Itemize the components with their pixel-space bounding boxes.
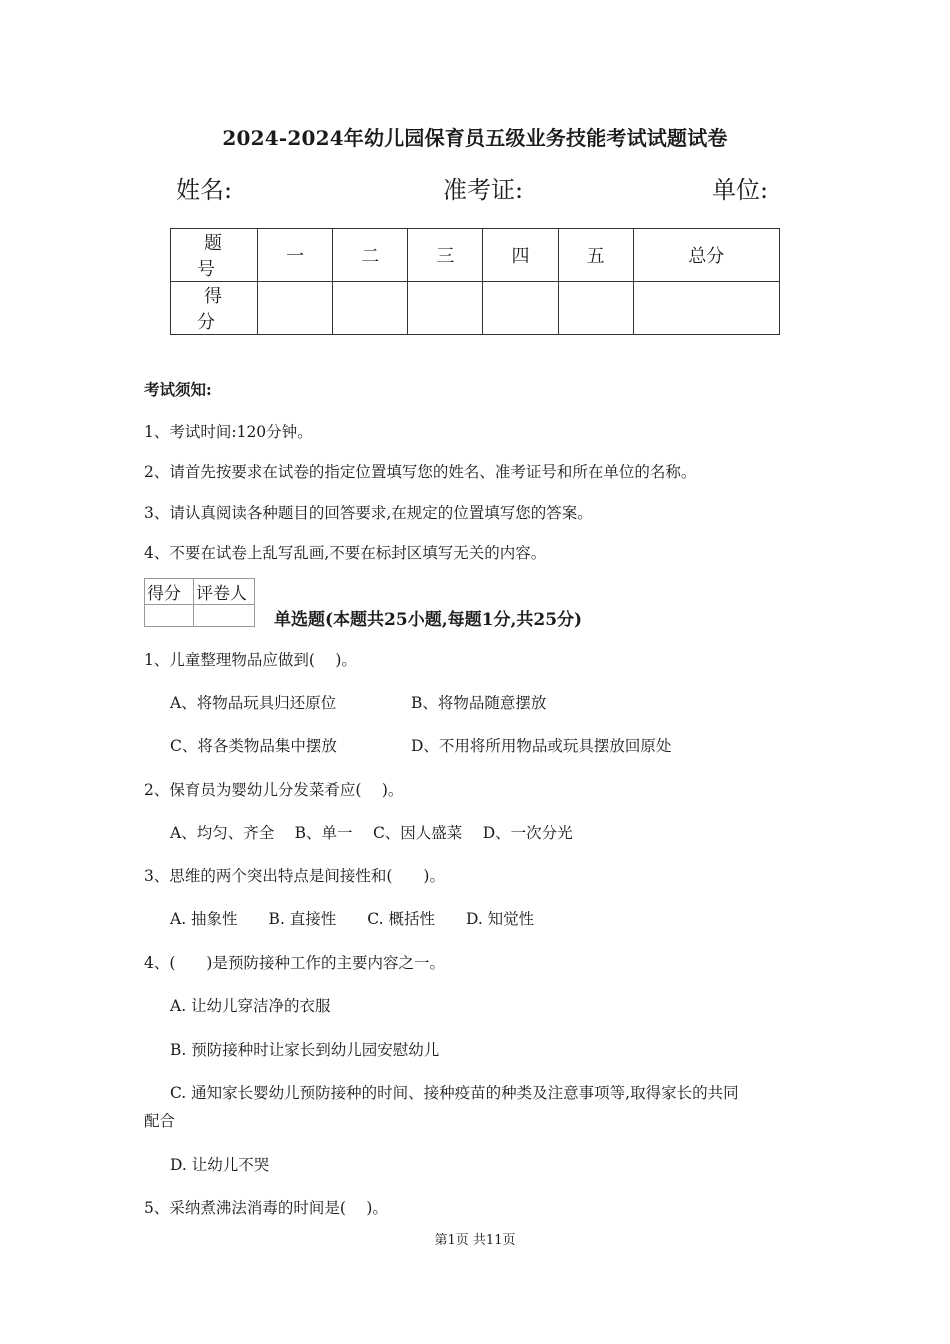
- score-header-cell: 总分: [633, 229, 779, 282]
- grader-score-label: 得分: [145, 579, 194, 605]
- score-cell[interactable]: [333, 282, 408, 335]
- score-header-cell: 题 号: [171, 229, 258, 282]
- score-cell[interactable]: [483, 282, 558, 335]
- score-row-label: 得 分: [171, 282, 258, 335]
- grader-reviewer-label: 评卷人: [194, 579, 255, 605]
- score-cell[interactable]: [558, 282, 633, 335]
- notice-item: 1、考试时间:120分钟。: [144, 423, 313, 441]
- question-option: D、不用将所用物品或玩具摆放回原处: [411, 737, 672, 755]
- question-option: D. 让幼儿不哭: [170, 1156, 270, 1174]
- section-title: 单选题(本题共25小题,每题1分,共25分): [274, 610, 583, 630]
- question-stem: 4、( )是预防接种工作的主要内容之一。: [144, 954, 445, 972]
- question-option-continuation: 配合: [144, 1112, 176, 1130]
- question-option: C. 通知家长婴幼儿预防接种的时间、接种疫苗的种类及注意事项等,取得家长的共同: [170, 1084, 739, 1102]
- score-table-score-row: [171, 282, 780, 335]
- score-header-cell: 三: [408, 229, 483, 282]
- page-footer: 第1页 共11页: [434, 1233, 516, 1248]
- unit-label: 单位:: [712, 176, 769, 204]
- question-option: A. 让幼儿穿洁净的衣服: [170, 997, 331, 1015]
- notice-item: 3、请认真阅读各种题目的回答要求,在规定的位置填写您的答案。: [144, 504, 593, 522]
- question-options: A. 抽象性 B. 直接性 C. 概括性 D. 知觉性: [170, 910, 535, 928]
- score-header-cell: 一: [258, 229, 333, 282]
- score-header-cell: 四: [483, 229, 558, 282]
- score-cell[interactable]: [408, 282, 483, 335]
- notice-heading: 考试须知:: [144, 380, 212, 399]
- score-table: [170, 228, 780, 335]
- score-header-cell: 五: [558, 229, 633, 282]
- grader-box: [144, 578, 255, 627]
- question-option: A、将物品玩具归还原位: [170, 694, 337, 712]
- notice-item: 2、请首先按要求在试卷的指定位置填写您的姓名、准考证号和所在单位的名称。: [144, 463, 697, 481]
- score-header-cell: 二: [333, 229, 408, 282]
- exam-title: 2024-2024年幼儿园保育员五级业务技能考试试题试卷: [222, 126, 728, 150]
- grader-reviewer-cell[interactable]: [194, 605, 255, 627]
- score-table-header-row: [171, 229, 780, 282]
- question-stem: 2、保育员为婴幼儿分发菜肴应( )。: [144, 781, 404, 799]
- exam-id-label: 准考证:: [443, 176, 524, 204]
- score-cell[interactable]: [633, 282, 779, 335]
- grader-score-cell[interactable]: [145, 605, 194, 627]
- question-option: B. 预防接种时让家长到幼儿园安慰幼儿: [170, 1041, 440, 1059]
- question-stem: 3、思维的两个突出特点是间接性和( )。: [144, 867, 445, 885]
- name-label: 姓名:: [176, 176, 233, 204]
- question-option: C、将各类物品集中摆放: [170, 737, 337, 755]
- question-stem: 5、采纳煮沸法消毒的时间是( )。: [144, 1199, 388, 1217]
- question-options: A、均匀、齐全 B、单一 C、因人盛菜 D、一次分光: [170, 824, 573, 842]
- notice-item: 4、不要在试卷上乱写乱画,不要在标封区填写无关的内容。: [144, 544, 547, 562]
- question-stem: 1、儿童整理物品应做到( )。: [144, 651, 357, 669]
- question-option: B、将物品随意摆放: [411, 694, 547, 712]
